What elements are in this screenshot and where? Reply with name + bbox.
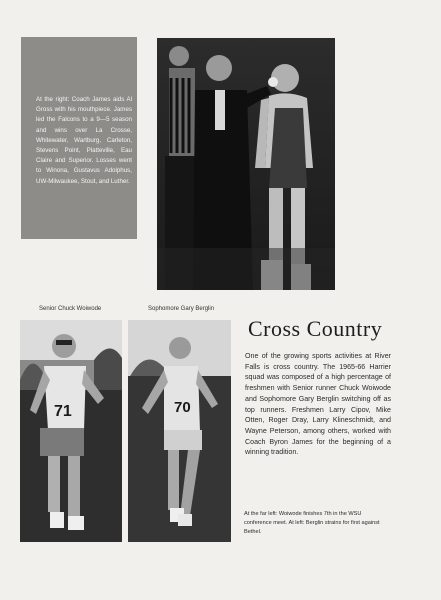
coach-wrestler-photo: [157, 38, 335, 290]
runner-photos-caption: At the far left: Woiwode finishes 7th in the WSU conference meet. At left: Berglin strains for first against Bethel.: [244, 511, 380, 535]
berglin-bib-number: 70: [174, 399, 191, 416]
section-title: Cross Country: [248, 316, 383, 341]
article-body: One of the growing sports activities at River Falls is cross country. The 1965-66 Harrier squad was composed of a high percentage of freshmen with Senior runner Chuck Woiwode and Sophomore Gary Berglin switching off as top runners. Freshmen Larry Cipov, Mike Otten, Roger Dray, Larry Klineschmidt, and Wayne Peterson, among others, worked with Coach Byron James for the beginning of a winning tradition.: [245, 352, 391, 457]
woiwode-running-photo: [20, 320, 122, 542]
berglin-running-photo: [128, 320, 231, 542]
berglin-photo-label: Sophomore Gary Berglin: [148, 306, 215, 312]
woiwode-bib-number: 71: [54, 403, 72, 420]
coach-photo-caption: At the right: Coach James aids Al Gross with his mouthpiece. James led the Falcons to a 9—5 season and wins over La Crosse, Whitewater, Wartburg, Carleton, Stevens Point, Platteville, Eau Claire and Superior. Losses went to Winona, Gustavus Adolphus, UW-Milwaukee, Stout, and Luther.: [36, 96, 132, 185]
woiwode-photo-label: Senior Chuck Woiwode: [39, 306, 102, 312]
